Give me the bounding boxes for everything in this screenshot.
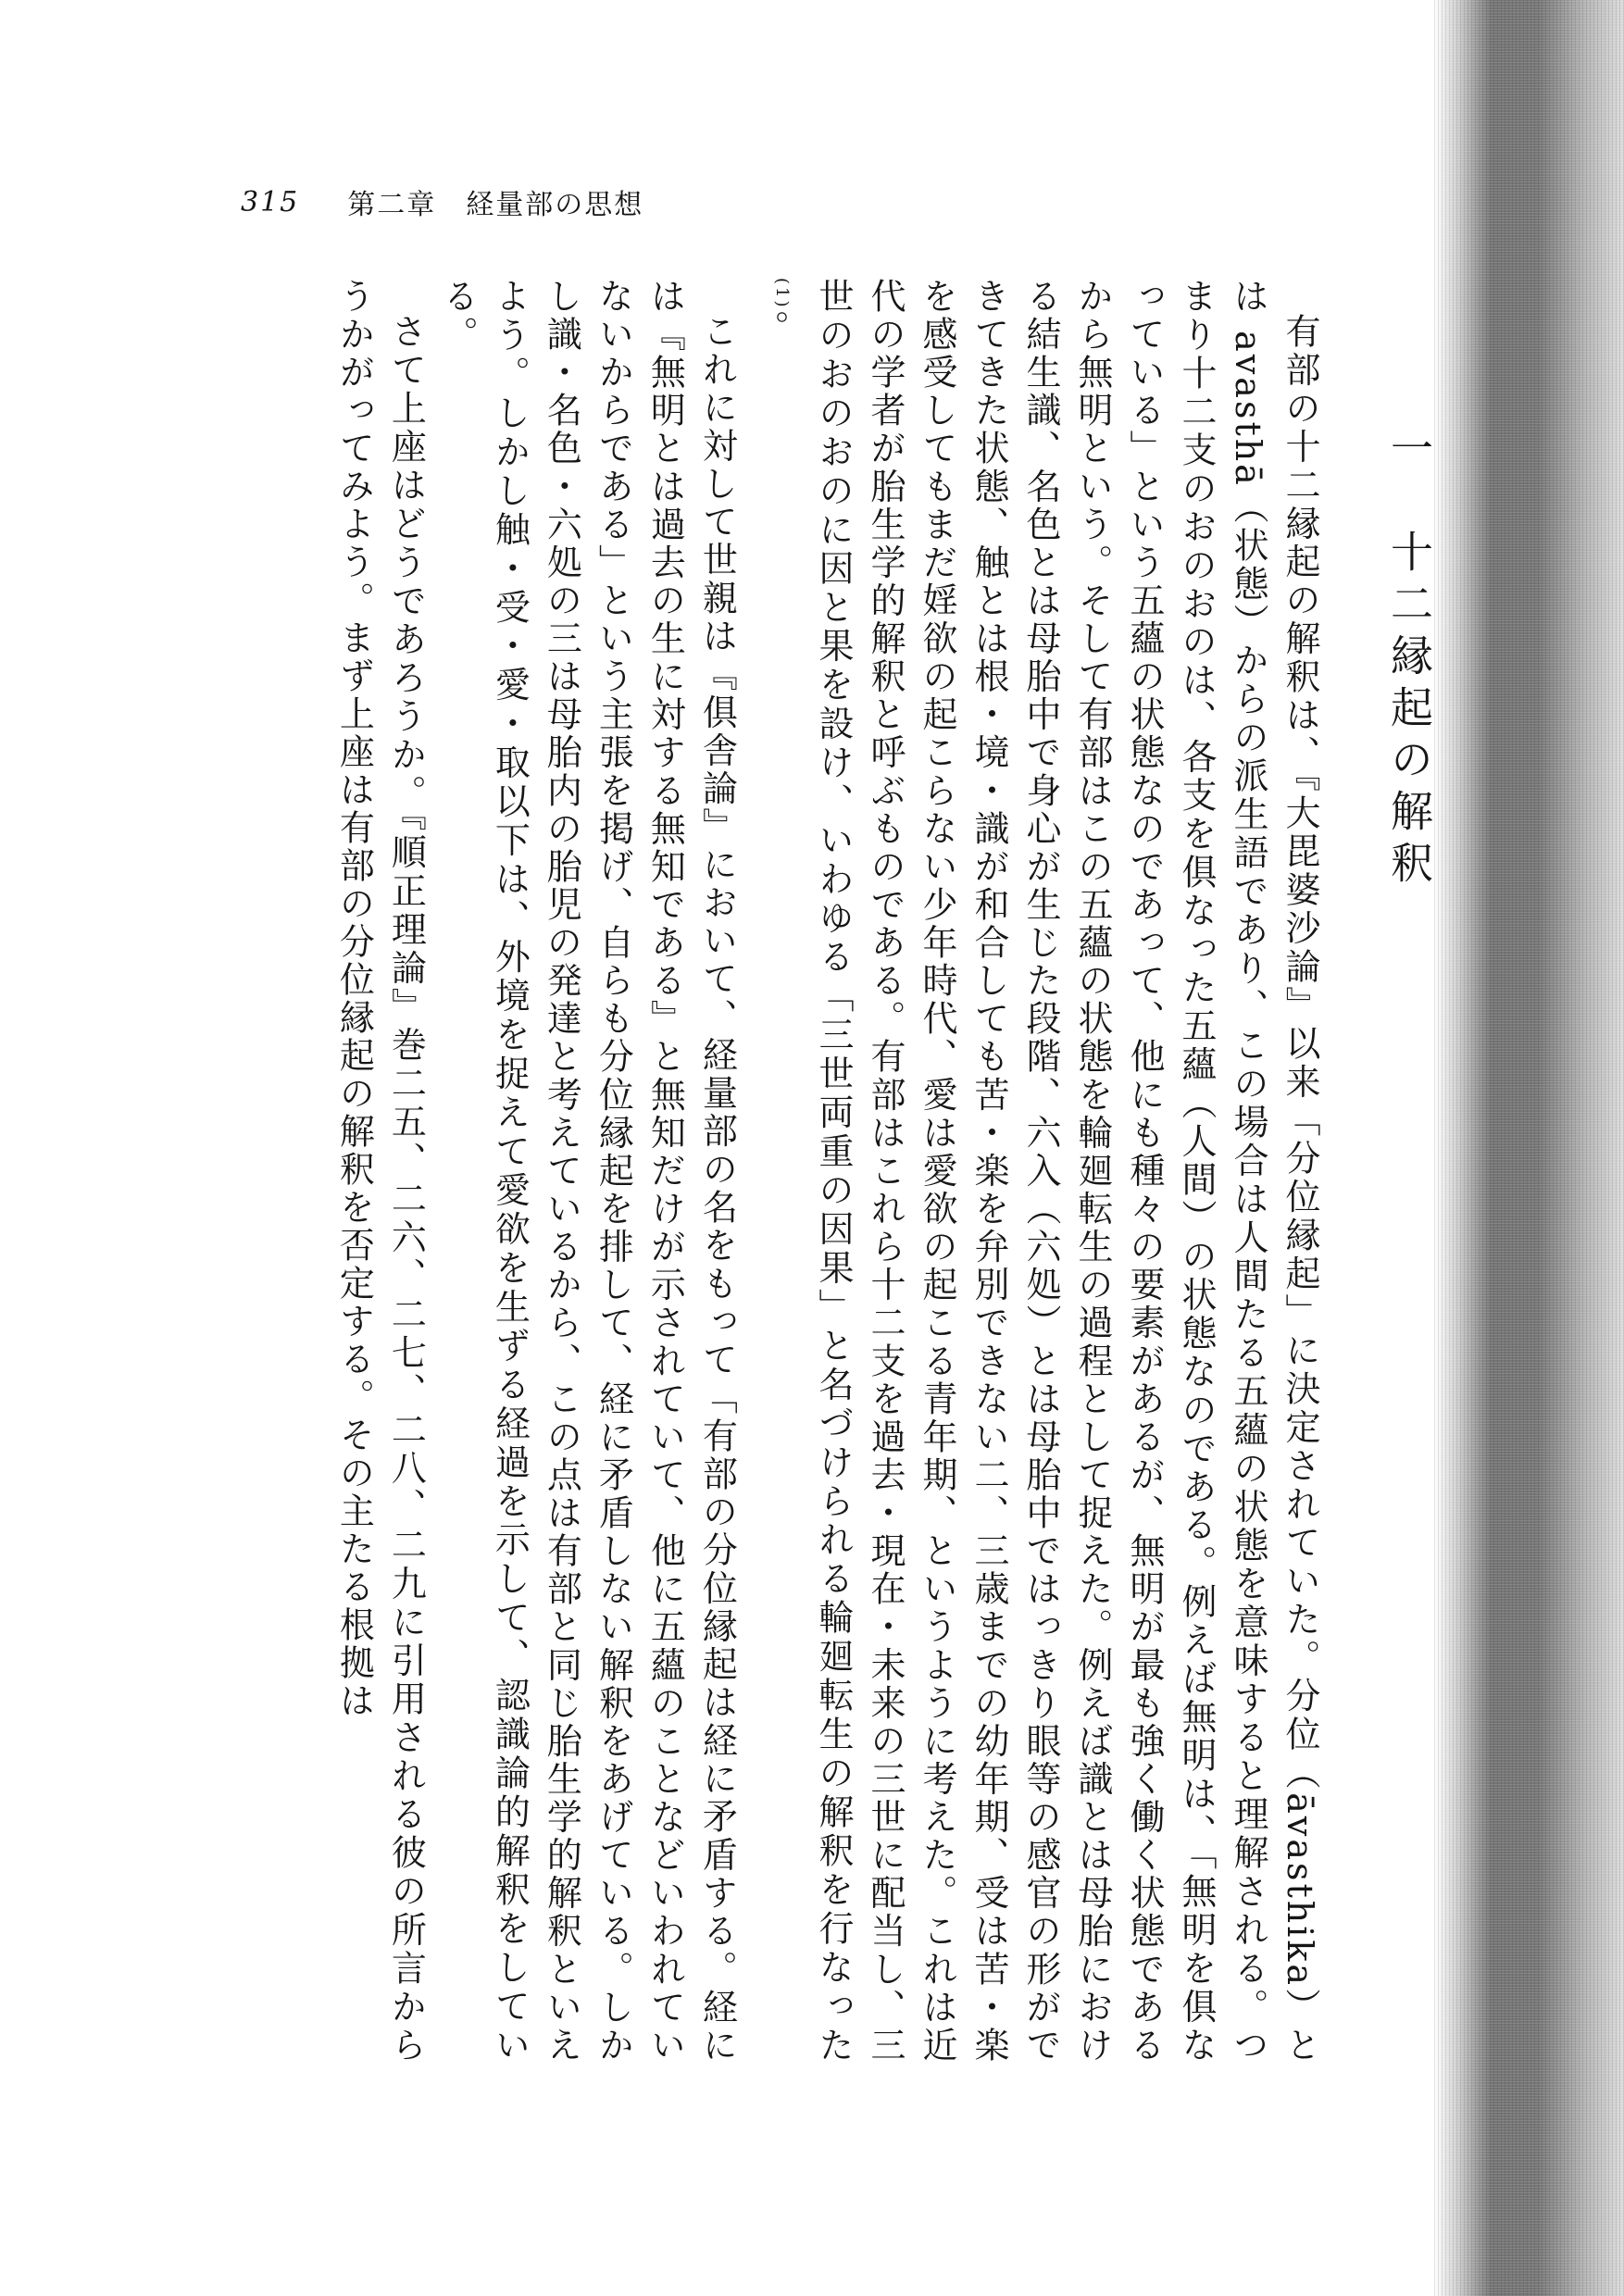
vertical-text-block [167, 278, 1435, 2065]
binding-shadow [1434, 0, 1624, 2296]
paragraph: これに対して世親は『俱舎論』において、経量部の名をもって「有部の分位縁起は経に矛盾する。経には『無明とは過去の生に対する無知である』と無知だけが示されていて、他に五蘊のことなどいわれていないからである」という主張を掲げ、自らも分位縁起を排して、経に矛盾しない解釈をあげている。しかし識・名色・六処の三は母胎内の胎児の発達と考えているから、この点は有部と同じ胎生学的解釈といえよう。しかし触・受・愛・取以下は、外境を捉えて愛欲を生ずる経過を示して、認識論的解釈をしている。 [437, 278, 738, 2065]
section-title: 一 十二縁起の解釈 [1384, 426, 1434, 892]
paragraph [743, 278, 1326, 2065]
paragraph-text-end: 。 [748, 309, 790, 348]
paragraph-text: 有部の十二縁起の解釈は、『大毘婆沙論』以来「分位縁起」に決定されていた。分位（āvasthika）とは avasthā（状態）からの派生語であり、この場合は人間たる五蘊の状態を意味すると理解される。つまり十二支のおのおのは、各支を俱なった五蘊（人間）の状態なのである。例えば無明は、「無明を俱なっている」という五蘊の状態なのであって、他にも種々の要素があるが、無明が最も強く働く状態であるから無明という。そして有部はこの五蘊の状態を輪廻転生の過程として捉えた。例えば識とは母胎における結生識、名色とは母胎中で身心が生じた段階、六入（六処）とは母胎中ではっきり眼等の感官の形ができてきた状態、触とは根・境・識が和合しても苦・楽を弁別できない二、三歳までの幼年期、受は苦・楽を感受してもまだ婬欲の起こらない少年時代、愛は愛欲の起こる青年期、というように考えた。これは近代の学者が胎生学的解釈と呼ぶものである。有部はこれら十二支を過去・現在・未来の三世に配当し、三世のおのおのに因と果を設け、いわゆる「三世両重の因果」と名づけられる輪廻転生の解釈を行なった [813, 278, 1320, 2065]
page-number: 315 [241, 185, 300, 218]
running-head [241, 181, 643, 222]
footnote-marker: (1) [772, 278, 792, 310]
paragraph: さて上座はどうであろうか。『順正理論』巻二五、二六、二七、二八、二九に引用される彼の所言からうかがってみよう。まず上座は有部の分位縁起の解釈を否定する。その主たる根拠は [333, 278, 427, 2065]
chapter-title: 第二章 経量部の思想 [347, 189, 644, 221]
